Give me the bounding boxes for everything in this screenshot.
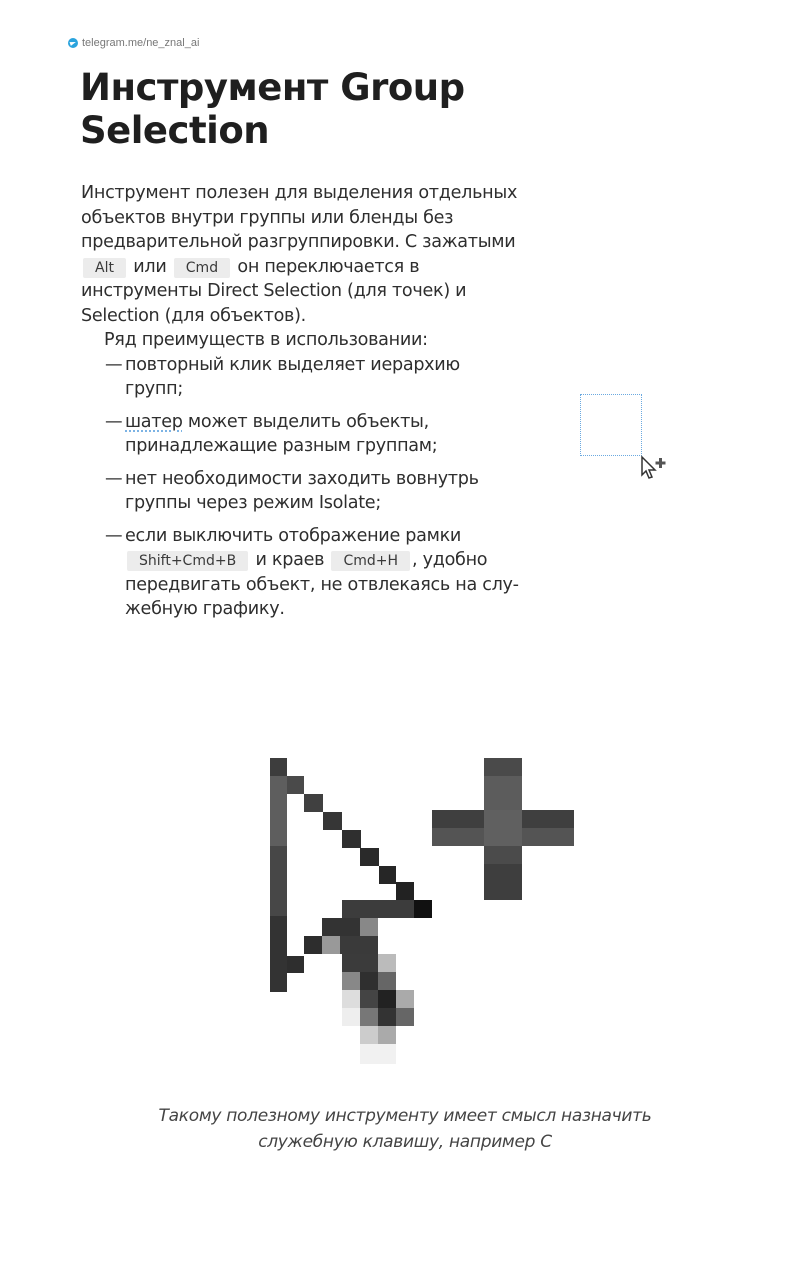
- figure-caption: Такому полезному инструменту имеет смысл назначить служебную клавишу, например С: [158, 1106, 652, 1152]
- small-group-selection-cursor-icon: [640, 455, 668, 481]
- benefits-list: [81, 353, 521, 622]
- list-item-text: , удобно передвигать объект, не отвлекаясь на служебную графику.: [125, 550, 520, 619]
- intro-text-1: Инструмент полезен для выделения отдельных объектов внутри группы или бленды без предварительной разгруппировки. С зажатыми: [81, 183, 518, 252]
- marquee-selection-box: [580, 394, 642, 456]
- list-item-text: и краев: [250, 550, 330, 570]
- key-shift-cmd-b: Shift+Cmd+B: [127, 551, 248, 571]
- source-link[interactable]: [68, 37, 199, 49]
- telegram-icon: [68, 38, 78, 48]
- group-selection-cursor-icon: [270, 758, 580, 1068]
- key-alt: Alt: [83, 258, 126, 278]
- article-body: [81, 181, 521, 630]
- list-item-text: если выключить отображение рамки: [125, 525, 462, 546]
- intro-paragraph: [81, 181, 521, 328]
- list-item: [81, 410, 521, 459]
- list-item-text: может выделить объекты, принадлежащие разным группам;: [125, 411, 438, 456]
- list-item: — повторный клик выделяет иерархию групп;: [81, 353, 521, 402]
- list-item: [81, 524, 521, 622]
- key-cmd: Cmd: [174, 258, 230, 278]
- source-link-text: telegram.me/ne_znal_ai: [82, 37, 200, 49]
- intro-text-3: он переключается в инструменты Direct Selection (для точек) и Selection (для объектов).: [81, 256, 467, 326]
- intro-text-2: или: [127, 256, 172, 277]
- key-cmd-h: Cmd+H: [331, 551, 410, 571]
- list-intro: Ряд преимуществ в использовании:: [104, 330, 428, 350]
- page-title: Инструмент Group Selection: [80, 66, 465, 152]
- list-item: — нет необходимости заходить вовнутрь группы через режим Isolate;: [81, 467, 521, 516]
- marquee-term: шатер: [125, 411, 183, 432]
